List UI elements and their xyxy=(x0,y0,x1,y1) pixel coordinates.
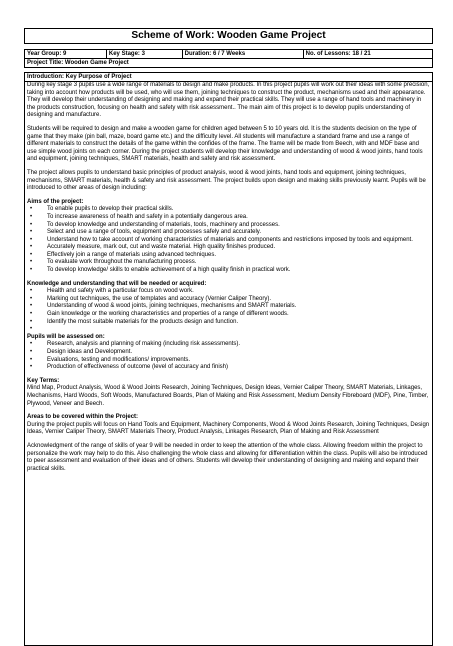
intro-paragraph-3: The project allows pupils to understand basic principles of product analysis, wood & wood joints, hand tools and equipment, joining techniques, mechanisms, SMART materials, health & safety and risk assessment. The project builds upon design and making skills previously learnt. Pupils will be introduced to other areas of design including: xyxy=(27,169,426,192)
project-body xyxy=(24,72,433,646)
list-item: • To enable pupils to develop their practical skills. xyxy=(27,206,430,214)
areas-heading: Areas to be covered within the Project: xyxy=(27,414,139,421)
list-item: • Accurately measure, mark out, cut and waste material. High quality finishes produced. xyxy=(27,244,430,252)
intro-paragraph-2: Students will be required to design and make a wooden game for children aged between 5 to 10 years old. It is the students decision on the type of game that they make (pin ball, maze, board game etc.) and the difficulty level. All students will manufacture a standard frame and use a range of different materials to construct the details of the game within the confides of the frame. The frame will be made from Beech, with and MDF base and use simple wood joints on each corner. During the project students will develop their knowledge and understanding of wood & wood joints, hand tools and equipment, joining techniques, SMART materials, health and safety and risk assessment. xyxy=(27,125,423,163)
list-item: • Gain knowledge or the working characteristics and properties of a range of different woods. xyxy=(27,311,430,319)
list-item: • To evaluate work throughout the manufacturing process. xyxy=(27,259,430,267)
list-item: • To develop knowledge/ skills to enable achievement of a high quality finish in practical work. xyxy=(27,267,430,275)
project-meta-table xyxy=(24,49,433,68)
key-terms-heading: Key Terms: xyxy=(27,377,60,384)
list-item: • Understanding of wood & wood joints, joining techniques, mechanisms and SMART materials. xyxy=(27,303,430,311)
introduction-heading: Introduction: Key Purpose of Project xyxy=(25,73,432,82)
list-item: • Evaluations, testing and modifications/ improvements. xyxy=(27,357,430,365)
list-item: • Research, analysis and planning of making (including risk assessments). xyxy=(27,341,430,349)
title-rule xyxy=(24,43,433,44)
list-item: • Marking out techniques, the use of templates and accuracy (Vernier Caliper Theory). xyxy=(27,296,430,304)
aims-heading: Aims of the project: xyxy=(27,198,84,205)
list-item: • To develop knowledge and understanding of materials, tools, machinery and processes. xyxy=(27,222,430,230)
list-item: • Production of effectiveness of outcome (level of accuracy and finish) xyxy=(27,364,430,372)
aims-list xyxy=(27,206,430,274)
list-item: • To increase awareness of health and safety in a potentially dangerous area. xyxy=(27,214,430,222)
list-item: • Health and safety with a particular focus on wood work. xyxy=(27,288,430,296)
year-group-cell: Year Group: 9 xyxy=(25,50,107,59)
list-item: • Effectively join a range of materials using advanced techniques. xyxy=(27,252,430,260)
list-item: • Design ideas and Development. xyxy=(27,349,430,357)
knowledge-list xyxy=(27,288,430,334)
lessons-cell: No. of Lessons: 18 / 21 xyxy=(303,50,432,59)
acknowledgement-text: Acknowledgment of the range of skills of year 9 will be needed in order to keep the attention of the whole class. Allowing freedom within the project to personalize the work may help to do this. Also challenging the whole class and allowing for differentiation within the class. Pupils will also be introduced to peer assessment and evaluation of their ideas and of others. Students will develop their understanding of designing and making and expand their practical skills. xyxy=(27,442,428,472)
assessed-list xyxy=(27,341,430,371)
list-item: • Identify the most suitable materials for the products design and function. xyxy=(27,319,430,327)
knowledge-heading: Knowledge and understanding that will be needed or acquired: xyxy=(27,280,207,287)
key-stage-cell: Key Stage: 3 xyxy=(106,50,182,59)
areas-text: During the project pupils will focus on Hand Tools and Equipment, Machinery Components, Wood & Wood Joints Research, Joining Techniques, Design Ideas, Vernier Caliper Theory, SMART Materials Theory, Product Analysis, Linkages Research, Plan of Making and Risk Assessment xyxy=(27,421,430,436)
list-item: • Understand how to take account of working characteristics of materials and components and restrictions imposed by tools and equipment. xyxy=(27,237,430,245)
intro-paragraph-1: During key stage 3 pupils use a wide range of materials to design and make products. In this project pupils will work out their ideas with some precision, taking into account how products will be used, who will use them, joining techniques to construct the product, mechanisms used and their appearance. They will develop their understanding of designing and making and expand their practical skills. They will use a range of hand tools and machinery in the products construction, focusing on health and safety with risk assessment.. The main aim of this project is to develop pupils understanding of designing and manufacture. xyxy=(27,82,430,119)
document-title: Scheme of Work: Wooden Game Project xyxy=(24,28,433,43)
key-terms-text: Mind Map, Product Analysis, Wood & Wood Joints Research, Joining Techniques, Design Ideas, Vernier Caliper Theory, SMART Materials, Linkages, Mechanisms, Hard Woods, Soft Woods, Manufactured Boards, Plan of Making and Risk Assessment, Medium Density Fibreboard (MDF), Pine, Timber, Plywood, Veneer and Beech. xyxy=(27,385,429,407)
assessed-heading: Pupils will be assessed on: xyxy=(27,333,105,340)
list-item xyxy=(27,326,430,334)
scheme-of-work-page xyxy=(24,28,433,646)
duration-cell: Duration: 6 / 7 Weeks xyxy=(182,50,303,59)
list-item: • Select and use a range of tools, equipment and processes safely and accurately. xyxy=(27,229,430,237)
project-title-cell: Project Title: Wooden Game Project xyxy=(25,59,433,68)
